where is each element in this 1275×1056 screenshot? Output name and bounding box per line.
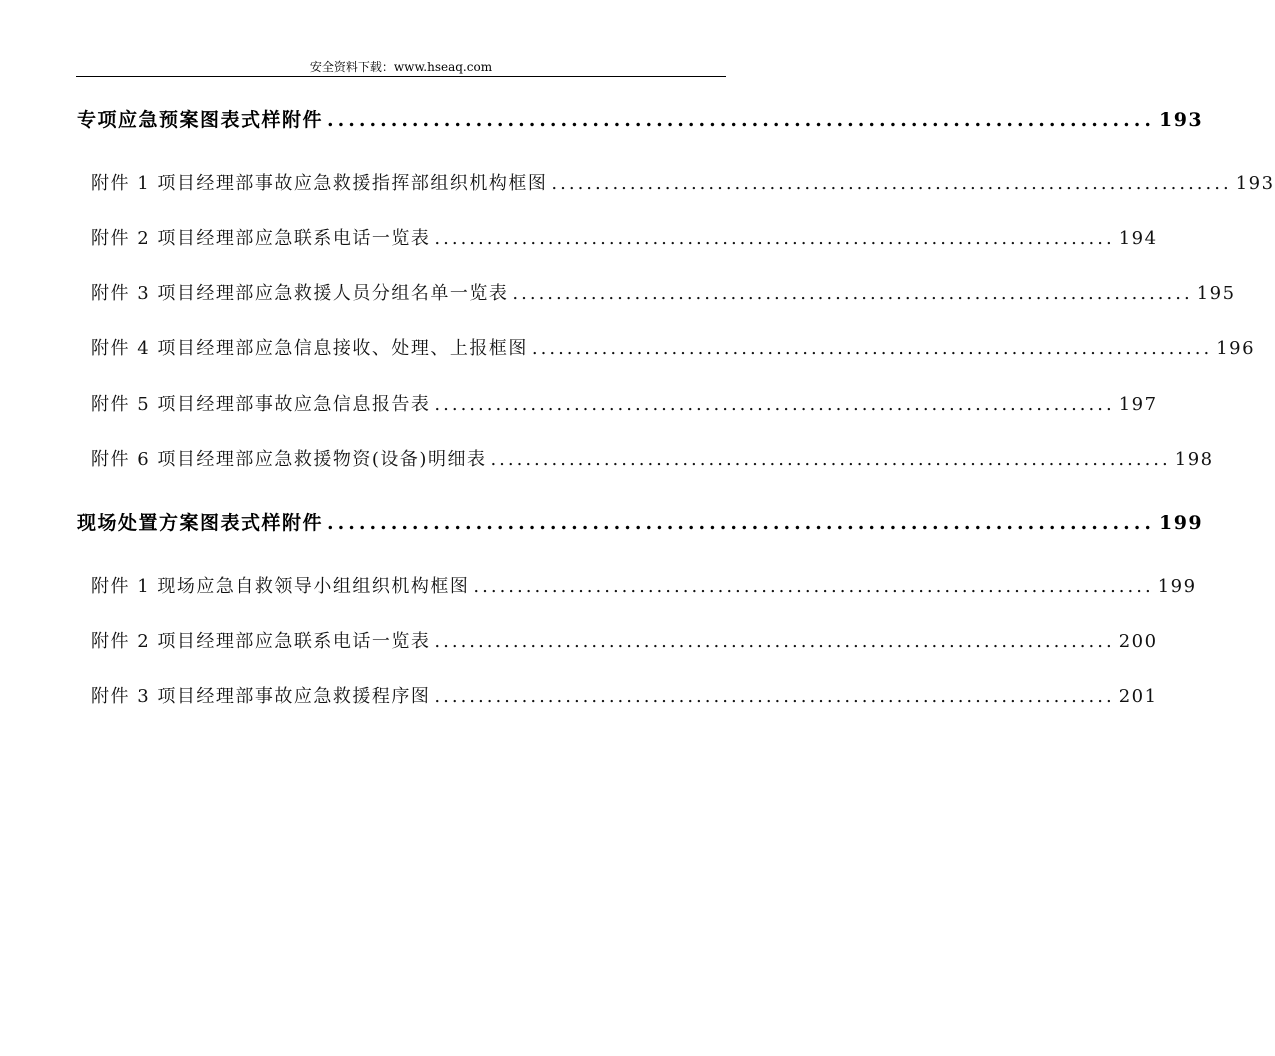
toc-entry[interactable]	[91, 682, 1158, 708]
toc-entry[interactable]	[91, 224, 1158, 250]
toc-entry-title: 附件 4 项目经理部应急信息接收、处理、上报框图	[91, 338, 528, 359]
toc-entry[interactable]	[91, 169, 1275, 195]
toc-entry-title: 附件 3 项目经理部应急救援人员分组名单一览表	[91, 283, 509, 304]
toc-entry[interactable]	[91, 390, 1158, 416]
toc-page-number: 199	[1157, 576, 1197, 597]
toc-page-number: 195	[1196, 283, 1236, 304]
toc-dot-leader: ..............................................................................	[434, 631, 1115, 652]
toc-dot-leader: ..............................................................................	[434, 228, 1115, 249]
toc-page-number: 197	[1118, 394, 1158, 415]
toc-dot-leader: ..............................................................................	[434, 394, 1115, 415]
toc-entry-title: 附件 2 项目经理部应急联系电话一览表	[91, 631, 431, 652]
toc-entry[interactable]	[91, 572, 1197, 598]
toc-section-heading[interactable]	[77, 508, 1204, 535]
toc-page-number: 194	[1118, 228, 1158, 249]
page-header: 安全资料下载：www.hseaq.com	[309, 60, 493, 74]
toc-page-number: 200	[1118, 631, 1158, 652]
toc-dot-leader: ..............................................................................	[512, 283, 1193, 304]
toc-dot-leader: ..............................................................................	[473, 576, 1154, 597]
toc-page-number: 198	[1174, 449, 1214, 470]
toc-section-heading[interactable]	[77, 105, 1204, 132]
toc-entry-title: 附件 5 项目经理部事故应急信息报告表	[91, 394, 431, 415]
toc-page-number: 196	[1216, 338, 1256, 359]
toc-entry-title: 附件 3 项目经理部事故应急救援程序图	[91, 686, 431, 707]
toc-entry[interactable]	[91, 334, 1256, 360]
toc-section-title: 现场处置方案图表式样附件	[77, 512, 324, 534]
toc-entry[interactable]	[91, 627, 1158, 653]
toc-dot-leader: ..............................................................................	[327, 512, 1155, 534]
toc-dot-leader: ..............................................................................	[490, 449, 1171, 470]
header-rule	[76, 76, 726, 77]
toc-page-number: 193	[1158, 109, 1204, 131]
toc-entry[interactable]	[91, 279, 1236, 305]
toc-page-number: 193	[1235, 173, 1275, 194]
toc-section-title: 专项应急预案图表式样附件	[77, 109, 324, 131]
toc-entry[interactable]	[91, 445, 1214, 471]
toc-dot-leader: ..............................................................................	[531, 338, 1213, 359]
toc-page-number: 201	[1118, 686, 1158, 707]
toc-dot-leader: ..............................................................................	[327, 109, 1155, 131]
toc-entry-title: 附件 1 现场应急自救领导小组组织机构框图	[91, 576, 470, 597]
toc-page-number: 199	[1158, 512, 1204, 534]
toc-entry-title: 附件 2 项目经理部应急联系电话一览表	[91, 228, 431, 249]
toc-entry-title: 附件 6 项目经理部应急救援物资(设备)明细表	[91, 449, 487, 470]
toc-dot-leader: ..............................................................................	[551, 173, 1232, 194]
toc-dot-leader: ..............................................................................	[434, 686, 1115, 707]
toc-entry-title: 附件 1 项目经理部事故应急救援指挥部组织机构框图	[91, 173, 548, 194]
